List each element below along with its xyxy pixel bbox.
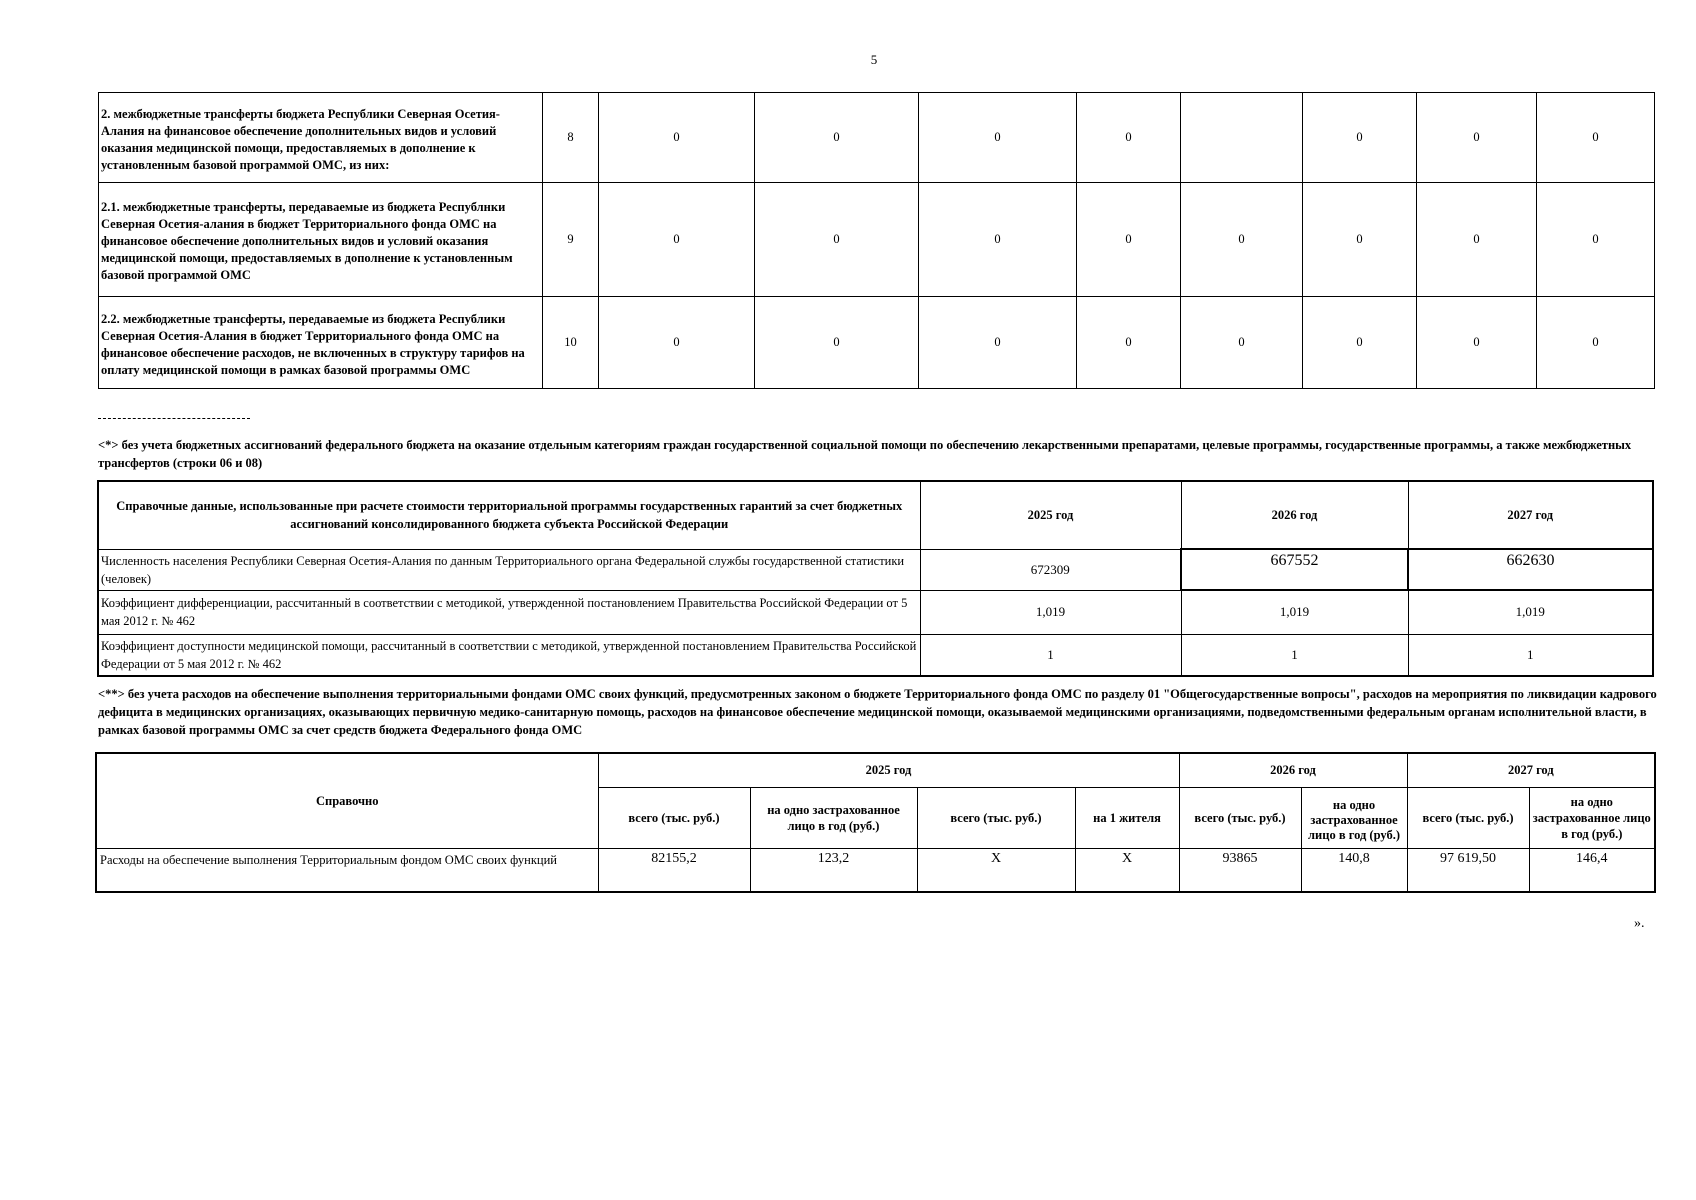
cell-value: 1 — [1408, 634, 1653, 676]
header-year-2025: 2025 год — [598, 753, 1179, 787]
row-label: Коэффициент дифференциации, рассчитанный в соответствии с методикой, утвержденной постановлением Правительства Российской Федерации от 5 мая 2012 г. № 462 — [98, 590, 920, 634]
header-label: Справочно — [96, 753, 598, 848]
cell-value: 1 — [1181, 634, 1408, 676]
header-year-2026: 2026 год — [1179, 753, 1407, 787]
cell-value: 0 — [919, 297, 1077, 389]
cell-value: 0 — [1077, 93, 1181, 183]
table-row — [98, 549, 1653, 590]
table-row — [98, 590, 1653, 634]
cell-value: 0 — [599, 93, 755, 183]
cell-value: 0 — [1303, 297, 1417, 389]
subheader-per-insured-text: на одно застрахованное лицо в год (руб.) — [1308, 798, 1400, 842]
cell-value: 0 — [919, 183, 1077, 297]
row-line-number: 8 — [543, 93, 599, 183]
cell-value: 1,019 — [1181, 590, 1408, 634]
cell-value: 0 — [755, 183, 919, 297]
table-header-row — [98, 481, 1653, 549]
table-row — [98, 634, 1653, 676]
cell-value: 0 — [1303, 93, 1417, 183]
cell-value: 1,019 — [1408, 590, 1653, 634]
row-description: 2.1. межбюджетные трансферты, передаваемые из бюджета Республнки Северная Осетия-алания в бюджет Территориального фонда ОМС на финансовое обеспечение дополнительных видов и условий оказания медицинской помощи, предоставляемых в дополнение к установленным базовой программой ОМС — [99, 183, 543, 297]
cell-value: 82155,2 — [598, 848, 750, 892]
cell-value: 0 — [1181, 297, 1303, 389]
table-row — [99, 93, 1655, 183]
row-line-number: 10 — [543, 297, 599, 389]
table-row — [99, 297, 1655, 389]
cell-value: 0 — [1417, 297, 1537, 389]
cell-value: 672309 — [920, 549, 1181, 590]
cell-value: 667552 — [1181, 549, 1408, 590]
cell-value: 0 — [1077, 297, 1181, 389]
table-row — [99, 183, 1655, 297]
subheader-per-insured: на одно застрахованное лицо в год (руб.) — [750, 787, 917, 848]
reference-data-table — [97, 480, 1654, 677]
cell-value: 0 — [1537, 183, 1655, 297]
cell-value: 0 — [599, 183, 755, 297]
cell-value: 0 — [755, 297, 919, 389]
footnote-separator — [98, 418, 250, 419]
subheader-total: всего (тыс. руб.) — [1407, 787, 1529, 848]
cell-value: 0 — [1537, 93, 1655, 183]
subheader-per-resident: на 1 жителя — [1075, 787, 1179, 848]
cell-value: 0 — [1303, 183, 1417, 297]
subheader-per-insured: на одно застрахованное лицо в год (руб.) — [1529, 787, 1655, 848]
cell-value: 0 — [1077, 183, 1181, 297]
table-row — [96, 848, 1655, 892]
cell-value: 0 — [599, 297, 755, 389]
closing-quote-mark: ». — [1634, 916, 1645, 931]
cell-value: 140,8 — [1301, 848, 1407, 892]
page-number: 5 — [870, 52, 878, 67]
cell-value: 662630 — [1408, 549, 1653, 590]
cell-value: X — [917, 848, 1075, 892]
row-label: Расходы на обеспечение выполнения Территориальным фондом ОМС своих функций — [96, 848, 598, 892]
expenses-reference-table — [95, 752, 1656, 893]
header-year-2026: 2026 год — [1181, 481, 1408, 549]
header-label: Справочные данные, использованные при расчете стоимости территориальной программы государственных гарантий за счет бюджетных ассигнований консолидированного бюджета субъекта Российской Федерации — [98, 481, 920, 549]
row-label: Численность населения Республики Северная Осетия-Алания по данным Территориального органа Федеральной службы государственной статистики (человек) — [98, 549, 920, 590]
cell-value: 0 — [1417, 183, 1537, 297]
cell-value: 97 619,50 — [1407, 848, 1529, 892]
cell-value — [1181, 93, 1303, 183]
table-header-row — [96, 753, 1655, 787]
subheader-total: всего (тыс. руб.) — [598, 787, 750, 848]
header-year-2027: 2027 год — [1408, 481, 1653, 549]
transfers-table — [98, 92, 1655, 389]
cell-value: 93865 — [1179, 848, 1301, 892]
header-year-2025: 2025 год — [920, 481, 1181, 549]
cell-value: 123,2 — [750, 848, 917, 892]
subheader-total: всего (тыс. руб.) — [917, 787, 1075, 848]
row-line-number: 9 — [543, 183, 599, 297]
cell-value: 1,019 — [920, 590, 1181, 634]
cell-value: 1 — [920, 634, 1181, 676]
footnote-1: <*> без учета бюджетных ассигнований федерального бюджета на оказание отдельным категориям граждан государственной социальной помощи по обеспечению лекарственными препаратами, целевые программы, государственные программы, а также межбюджетных трансфертов (строки 06 и 08) — [98, 438, 1632, 470]
cell-value: 0 — [919, 93, 1077, 183]
row-label: Коэффициент доступности медицинской помощи, рассчитанный в соответствии с методикой, утвержденной постановлением Правительства Российской Федерации от 5 мая 2012 г. № 462 — [98, 634, 920, 676]
footnote-2: <**> без учета расходов на обеспечение выполнения территориальными фондами ОМС своих функций, предусмотренных законом о бюджете Территориального фонда ОМС по разделу 01 "Общегосударственные вопросы", расходов на мероприятия по ликвидации кадрового дефицита в медицинских организациях, оказывающих первичную медико-санитарную помощь, расходов на финансовое обеспечение медицинской помощи, оказываемой медицинскими организациями, подведомственными федеральным органам исполнительной власти, в рамках базовой программы ОМС за счет средств бюджета Федерального фонда ОМС — [98, 687, 1657, 737]
header-year-2027: 2027 год — [1407, 753, 1655, 787]
cell-value: X — [1075, 848, 1179, 892]
cell-value: 0 — [1537, 297, 1655, 389]
cell-value: 0 — [1417, 93, 1537, 183]
subheader-per-insured — [1301, 787, 1407, 848]
cell-value: 0 — [1181, 183, 1303, 297]
cell-value: 146,4 — [1529, 848, 1655, 892]
row-description: 2.2. межбюджетные трансферты, передаваемые из бюджета Республики Северная Осетия-Алания в бюджет Территориального фонда ОМС на финансовое обеспечение расходов, не включенных в структуру тарифов на оплату медицинской помощи в рамках базовой программы ОМС — [99, 297, 543, 389]
subheader-total: всего (тыс. руб.) — [1179, 787, 1301, 848]
cell-value: 0 — [755, 93, 919, 183]
row-description: 2. межбюджетные трансферты бюджета Республики Северная Осетия-Алания на финансовое обеспечение дополнительных видов и условий оказания медицинской помощи, предоставляемых в дополнение к установленным базовой программой ОМС, из них: — [99, 93, 543, 183]
